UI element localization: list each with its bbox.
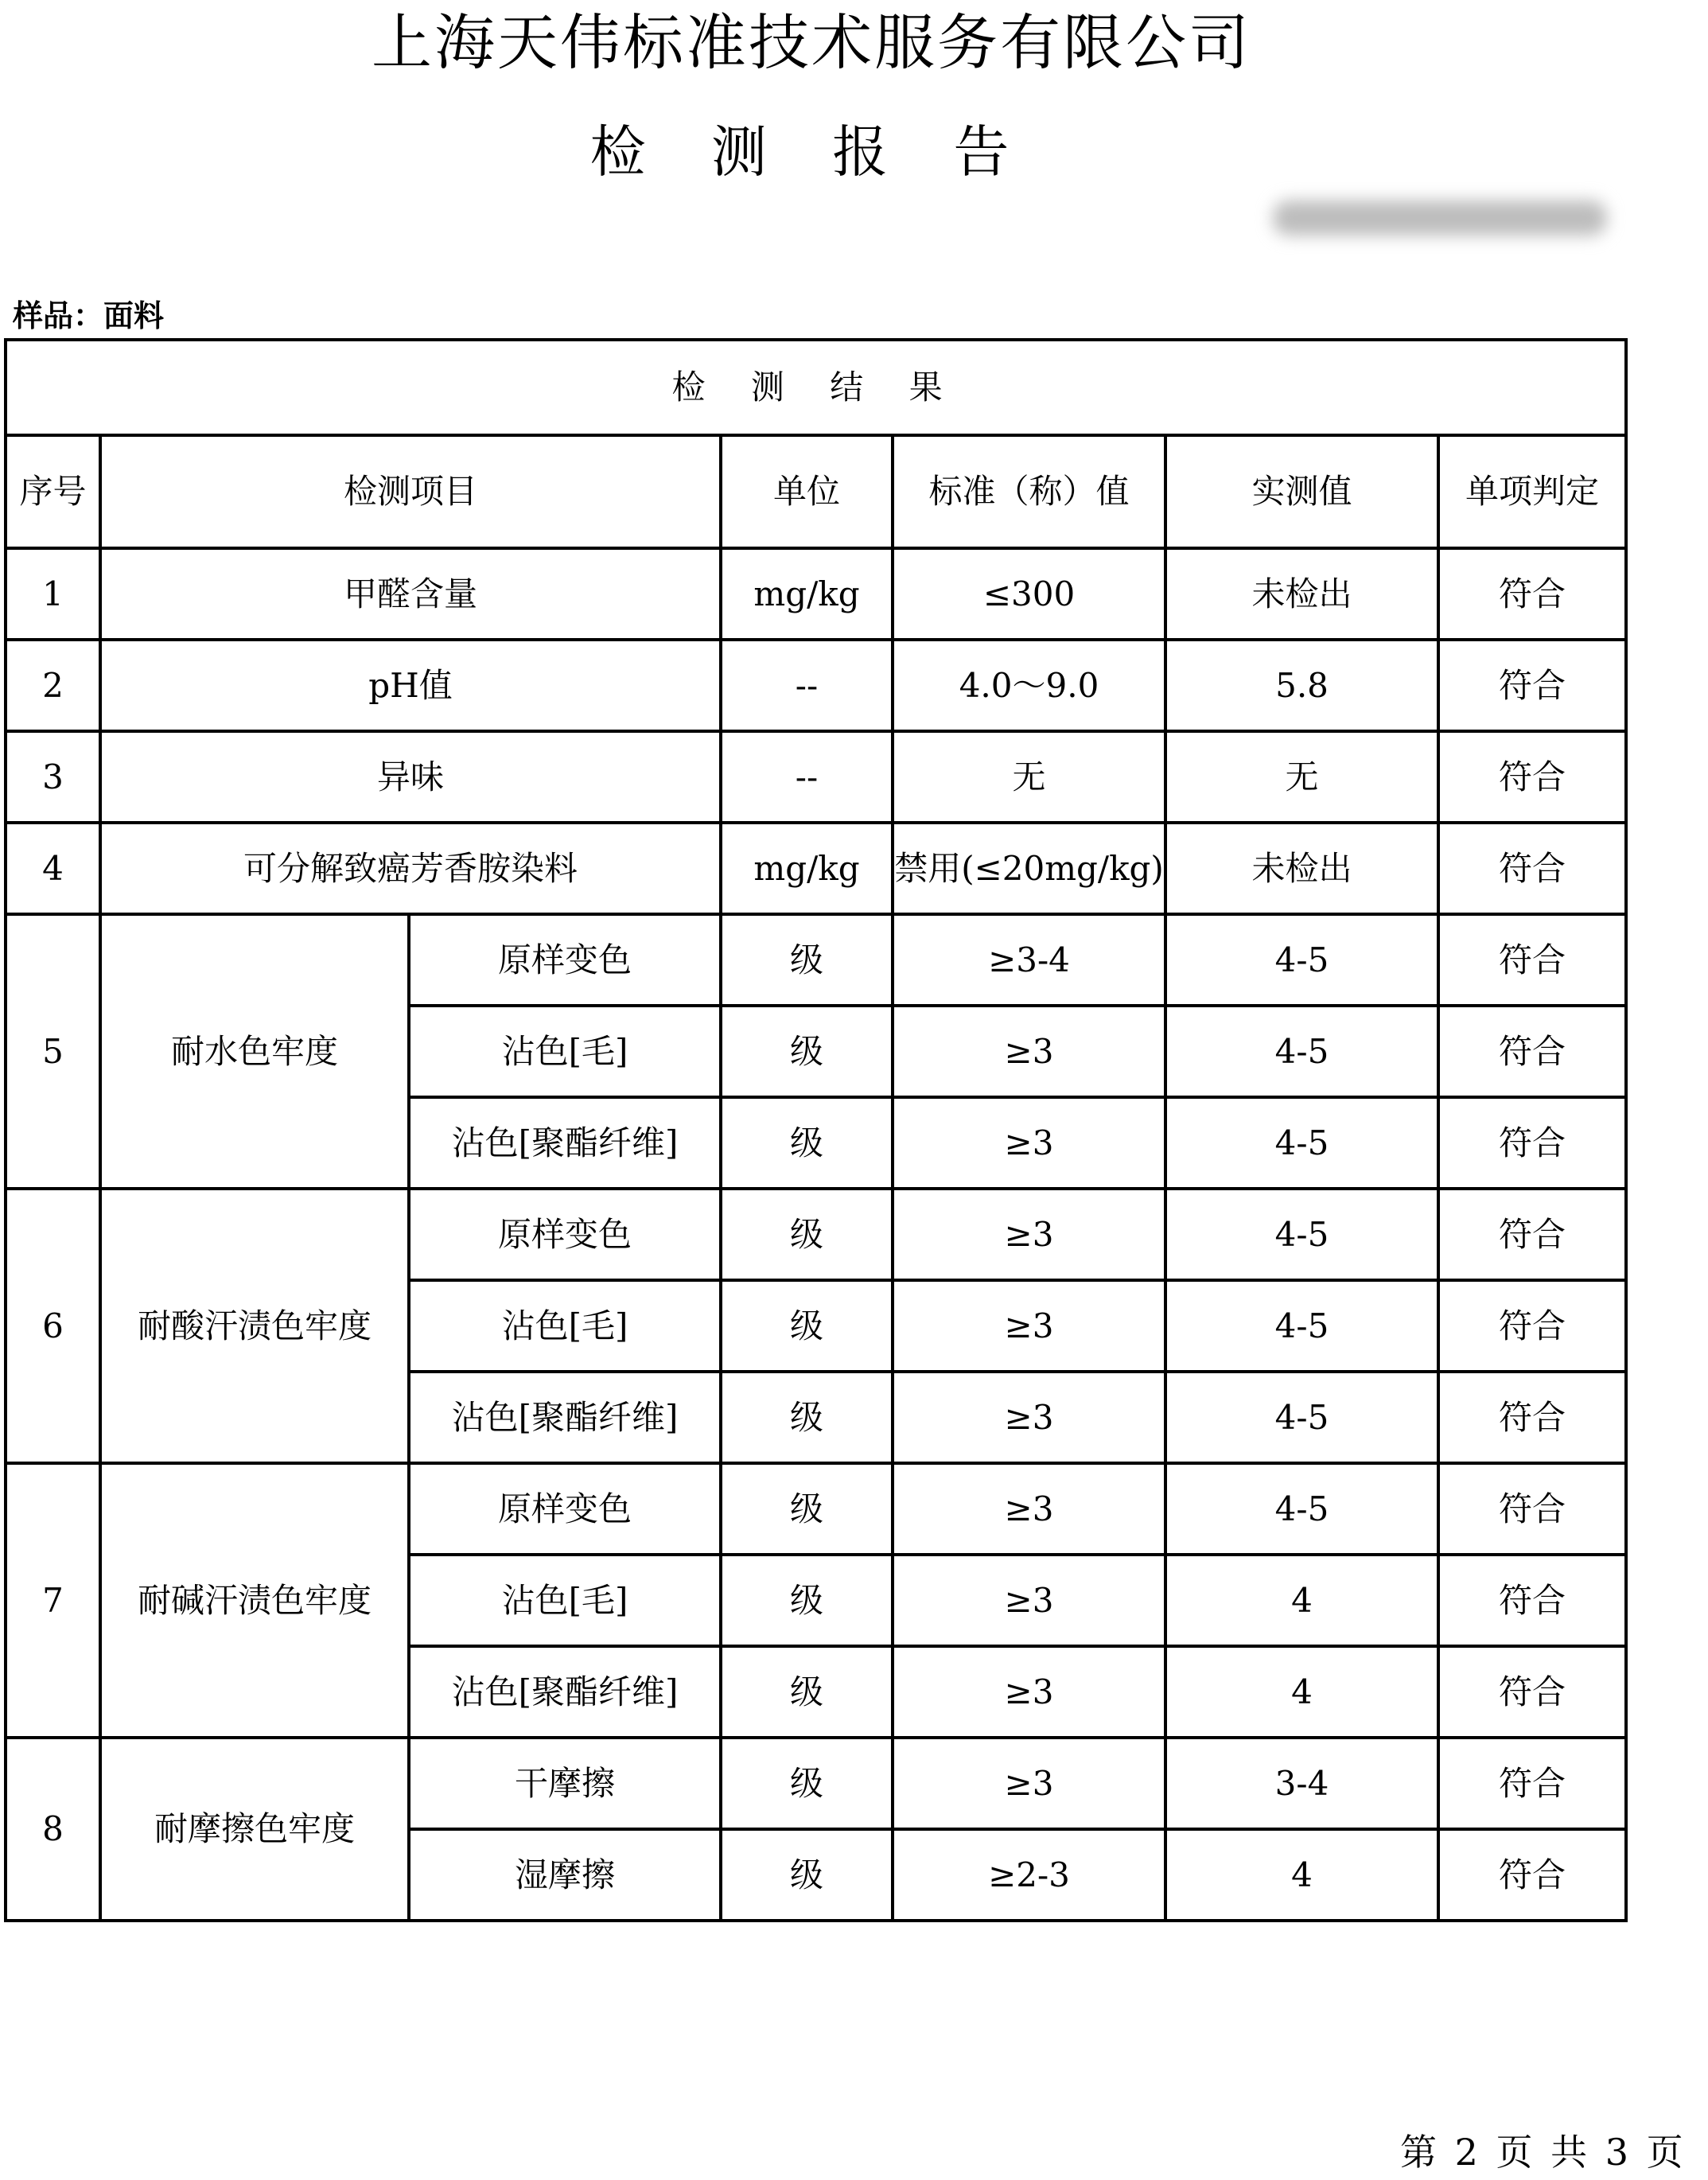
sub-item: 沾色[毛] <box>409 1555 721 1646</box>
table-row <box>6 1189 1626 1280</box>
sub-item: 湿摩擦 <box>409 1829 721 1921</box>
redacted-report-number <box>1273 200 1607 236</box>
sub-item: 沾色[聚酯纤维] <box>409 1646 721 1738</box>
row-standard: ≥3 <box>893 1646 1165 1738</box>
group-item: 耐碱汗渍色牢度 <box>100 1463 409 1738</box>
row-item: pH值 <box>100 640 721 731</box>
row-unit: mg/kg <box>721 823 893 914</box>
row-standard: 禁用(≤20mg/kg) <box>893 823 1165 914</box>
row-item: 可分解致癌芳香胺染料 <box>100 823 721 914</box>
group-no: 6 <box>6 1189 100 1463</box>
row-verdict: 符合 <box>1438 1463 1626 1555</box>
row-unit: 级 <box>721 1189 893 1280</box>
row-measured: 4 <box>1165 1646 1438 1738</box>
row-standard: 4.0～9.0 <box>893 640 1165 731</box>
row-item: 甲醛含量 <box>100 548 721 640</box>
row-unit: 级 <box>721 1463 893 1555</box>
sub-item: 沾色[聚酯纤维] <box>409 1097 721 1189</box>
row-unit: 级 <box>721 1646 893 1738</box>
company-name: 上海天伟标准技术服务有限公司 <box>372 7 1251 78</box>
row-unit: 级 <box>721 1372 893 1463</box>
row-no: 4 <box>6 823 100 914</box>
row-verdict: 符合 <box>1438 1646 1626 1738</box>
sub-item: 干摩擦 <box>409 1738 721 1829</box>
row-unit: 级 <box>721 1738 893 1829</box>
row-verdict: 符合 <box>1438 640 1626 731</box>
col-header-no: 序号 <box>6 435 100 548</box>
row-no: 2 <box>6 640 100 731</box>
row-verdict: 符合 <box>1438 1280 1626 1372</box>
row-standard: 无 <box>893 731 1165 823</box>
row-unit: 级 <box>721 1280 893 1372</box>
row-verdict: 符合 <box>1438 1555 1626 1646</box>
table-row <box>6 1738 1626 1829</box>
row-measured: 5.8 <box>1165 640 1438 731</box>
col-header-item: 检测项目 <box>100 435 721 548</box>
row-standard: ≥3 <box>893 1097 1165 1189</box>
row-unit: 级 <box>721 1006 893 1097</box>
group-item: 耐摩擦色牢度 <box>100 1738 409 1921</box>
row-verdict: 符合 <box>1438 548 1626 640</box>
row-measured: 4 <box>1165 1555 1438 1646</box>
group-item: 耐酸汗渍色牢度 <box>100 1189 409 1463</box>
row-no: 3 <box>6 731 100 823</box>
row-measured: 4-5 <box>1165 1463 1438 1555</box>
row-item: 异味 <box>100 731 721 823</box>
results-table <box>4 338 1628 1922</box>
row-verdict: 符合 <box>1438 1189 1626 1280</box>
row-measured: 未检出 <box>1165 548 1438 640</box>
row-unit: 级 <box>721 1829 893 1921</box>
col-header-verdict: 单项判定 <box>1438 435 1626 548</box>
row-measured: 未检出 <box>1165 823 1438 914</box>
sample-value: 面料 <box>103 298 165 333</box>
row-verdict: 符合 <box>1438 1006 1626 1097</box>
group-no: 5 <box>6 914 100 1189</box>
row-unit: 级 <box>721 1097 893 1189</box>
row-measured: 4-5 <box>1165 1280 1438 1372</box>
table-title-row <box>6 340 1626 435</box>
sub-item: 沾色[毛] <box>409 1280 721 1372</box>
row-standard: ≥3 <box>893 1555 1165 1646</box>
row-measured: 4-5 <box>1165 1372 1438 1463</box>
row-measured: 3-4 <box>1165 1738 1438 1829</box>
sub-item: 沾色[聚酯纤维] <box>409 1372 721 1463</box>
row-verdict: 符合 <box>1438 1829 1626 1921</box>
sub-item: 沾色[毛] <box>409 1006 721 1097</box>
sample-line <box>13 296 164 336</box>
row-measured: 4-5 <box>1165 1006 1438 1097</box>
table-row <box>6 914 1626 1006</box>
row-measured: 4 <box>1165 1829 1438 1921</box>
page-number: 第 2 页 共 3 页 <box>1400 2131 1687 2174</box>
row-unit: mg/kg <box>721 548 893 640</box>
group-no: 7 <box>6 1463 100 1738</box>
row-standard: ≥3 <box>893 1189 1165 1280</box>
row-no: 1 <box>6 548 100 640</box>
row-unit: 级 <box>721 914 893 1006</box>
col-header-standard: 标准（称）值 <box>893 435 1165 548</box>
row-measured: 4-5 <box>1165 914 1438 1006</box>
sub-item: 原样变色 <box>409 1189 721 1280</box>
table-row <box>6 1463 1626 1555</box>
row-unit: 级 <box>721 1555 893 1646</box>
row-standard: ≤300 <box>893 548 1165 640</box>
sample-label: 样品： <box>13 298 104 333</box>
table-header-row <box>6 435 1626 548</box>
row-standard: ≥3 <box>893 1372 1165 1463</box>
row-unit: -- <box>721 640 893 731</box>
row-standard: ≥3 <box>893 1006 1165 1097</box>
table-title: 检 测 结 果 <box>6 340 1626 435</box>
row-verdict: 符合 <box>1438 1372 1626 1463</box>
row-verdict: 符合 <box>1438 823 1626 914</box>
row-standard: ≥3 <box>893 1463 1165 1555</box>
row-standard: ≥3-4 <box>893 914 1165 1006</box>
table-row <box>6 640 1626 731</box>
row-measured: 4-5 <box>1165 1189 1438 1280</box>
table-row <box>6 823 1626 914</box>
group-item: 耐水色牢度 <box>100 914 409 1189</box>
row-verdict: 符合 <box>1438 731 1626 823</box>
row-verdict: 符合 <box>1438 1097 1626 1189</box>
table-row <box>6 548 1626 640</box>
row-standard: ≥2-3 <box>893 1829 1165 1921</box>
row-verdict: 符合 <box>1438 914 1626 1006</box>
row-standard: ≥3 <box>893 1280 1165 1372</box>
table-row <box>6 731 1626 823</box>
row-verdict: 符合 <box>1438 1738 1626 1829</box>
sub-item: 原样变色 <box>409 914 721 1006</box>
row-standard: ≥3 <box>893 1738 1165 1829</box>
col-header-unit: 单位 <box>721 435 893 548</box>
sub-item: 原样变色 <box>409 1463 721 1555</box>
group-no: 8 <box>6 1738 100 1921</box>
row-measured: 无 <box>1165 731 1438 823</box>
col-header-measured: 实测值 <box>1165 435 1438 548</box>
report-title: 检 测 报 告 <box>589 119 1033 185</box>
row-measured: 4-5 <box>1165 1097 1438 1189</box>
row-unit: -- <box>721 731 893 823</box>
